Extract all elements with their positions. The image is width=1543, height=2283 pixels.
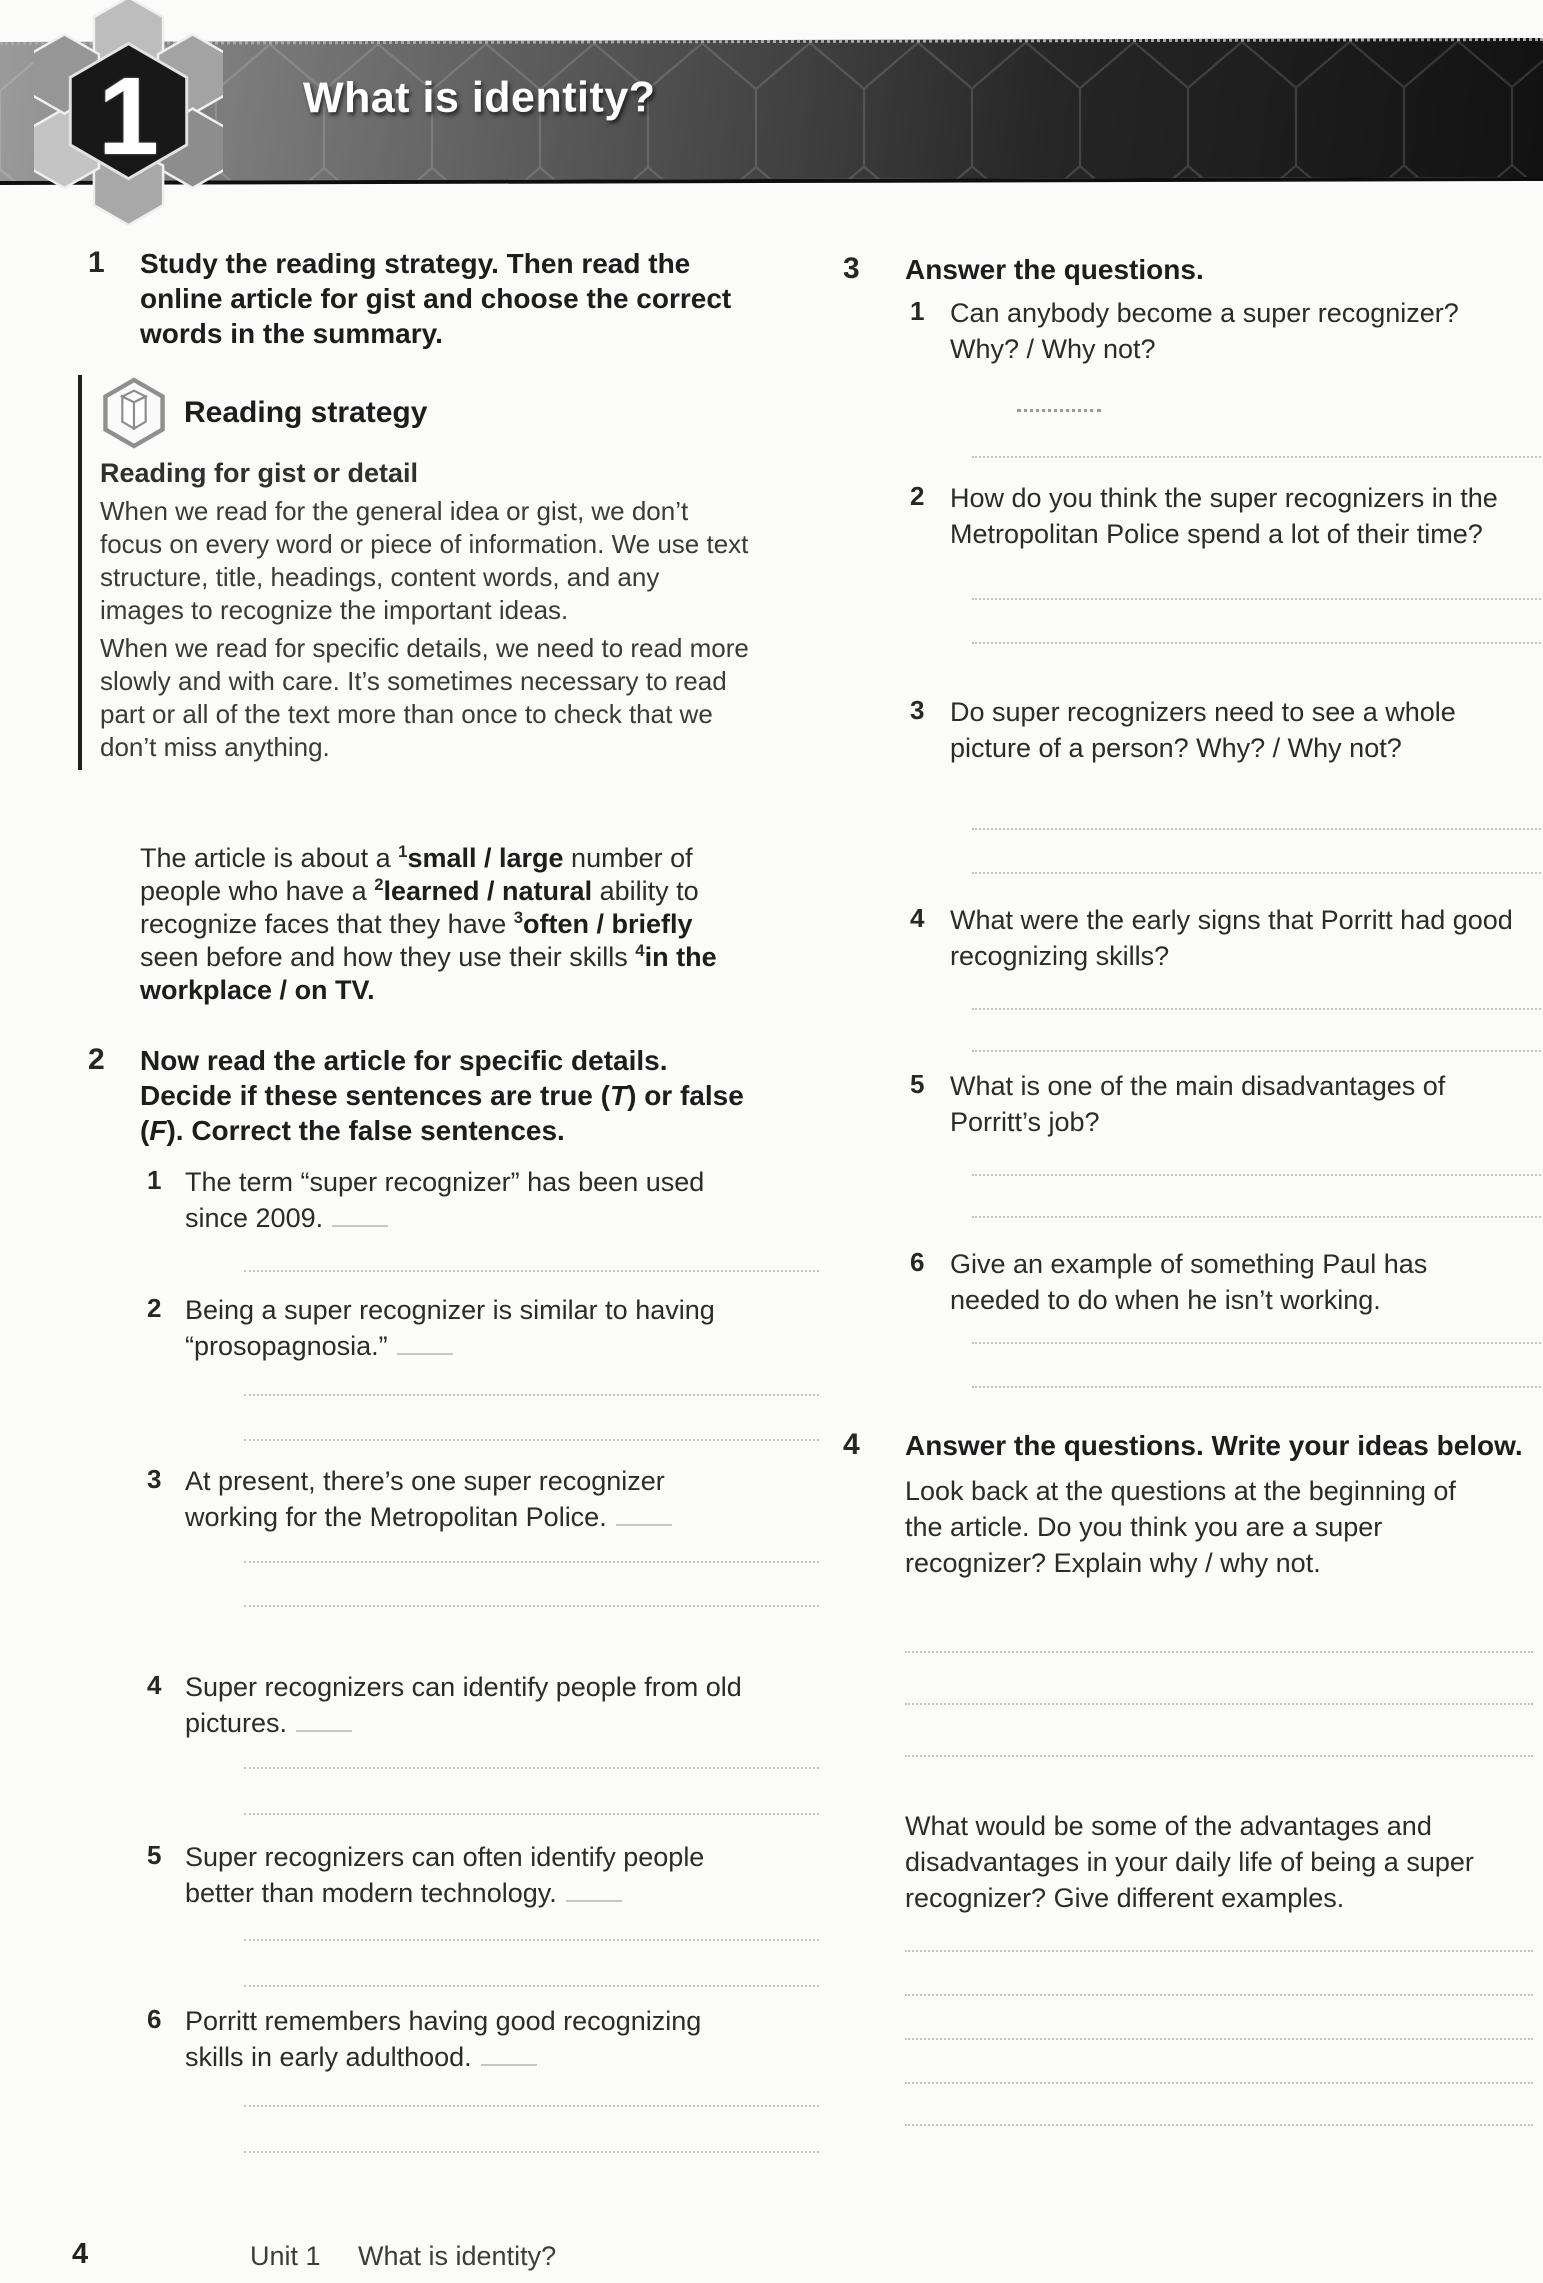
true-letter: T [609,1080,628,1111]
exercise-3-section [843,252,1543,287]
item-number: 2 [147,1293,162,1323]
item-number: 1 [147,1165,162,1195]
true-false-item [147,1164,760,1236]
unit-badge [34,0,223,226]
banner-hex-pattern [0,41,1543,181]
question-items [910,295,1543,1388]
exercise-instruction [140,1043,760,1148]
exercise-number: 3 [843,252,860,285]
answer-mark [1017,409,1101,412]
answer-line [244,1939,819,1941]
question-text: What is one of the main disadvantages of Porritt’s job? [950,1071,1446,1137]
summary-paragraph [140,842,725,1007]
item-sentence: The term “super recognizer” has been used since 2009. [185,1167,705,1233]
answer-line [244,1439,819,1441]
answer-line [244,1394,819,1396]
writing-prompt: What would be some of the advantages and disadvantages in your daily life of being a super recognizer? Give different examples. [905,1811,1474,1913]
true-false-item [147,2003,760,2075]
exercise-2-section [88,1043,760,1148]
page-title: What is identity? [303,73,656,123]
question-text: Give an example of something Paul has needed to do when he isn’t working. [950,1249,1428,1315]
item-sentence: Porritt remembers having good recognizing skills in early adulthood. [185,2006,702,2072]
answer-line [244,2151,819,2153]
item-text [185,1164,745,1236]
instruction-text: ) or false ( [140,1080,744,1146]
answer-line [905,1994,1533,1996]
item-text [185,1292,745,1364]
exercise-1-section [88,246,760,351]
instruction-text: Now read the article for specific details. Decide if these sentences are true ( [140,1045,668,1111]
answer-line [244,1985,819,1987]
summary-text: ability to recognize faces that they have [140,876,699,939]
reading-strategy-paragraph: When we read for specific details, we need to read more slowly and with care. It’s sometimes necessary to read part or all of the text more than once to check that we don’t miss anything. [100,633,749,762]
right-column [843,252,1543,2126]
question-item [910,1068,1543,1140]
item-text [185,1669,745,1741]
question-item [910,1246,1543,1318]
answer-line [972,1342,1543,1344]
question-number: 3 [910,695,925,725]
item-text [185,2003,745,2075]
answer-line [905,1950,1533,1952]
item-number: 6 [147,2004,162,2034]
answer-line [972,828,1543,830]
answer-line [244,1767,819,1769]
true-false-item [147,1669,760,1741]
question-number: 5 [910,1069,925,1099]
reading-strategy-icon [100,376,168,450]
instruction-text: ). Correct the false sentences. [166,1115,565,1146]
item-sentence: Super recognizers can often identify people better than modern technology. [185,1842,705,1908]
footer-unit-title: What is identity? [358,2241,557,2271]
unit-number: 1 [97,54,160,178]
true-false-item [147,1839,760,1911]
reading-strategy-title: Reading strategy [184,396,428,429]
tf-answer-blank [296,1724,352,1732]
summary-text: The article is about a [140,843,399,873]
choice-superscript: 1 [398,842,408,861]
answer-line [972,1008,1543,1010]
question-item [910,480,1543,552]
answer-line [972,1050,1543,1052]
answer-line [244,1605,819,1607]
exercise-4-section [843,1428,1543,1463]
answer-line [905,2082,1533,2084]
footer-unit-label: Unit 1 [250,2241,321,2271]
item-text [185,1839,745,1911]
item-text [185,1463,745,1535]
exercise-instruction: Study the reading strategy. Then read the online article for gist and choose the correct words in the summary. [140,248,732,349]
question-text: How do you think the super recognizers in the Metropolitan Police spend a lot of their time? [950,483,1498,549]
answer-line [905,2124,1533,2126]
answer-line [905,1703,1533,1705]
left-column [88,246,760,2153]
question-number: 4 [910,903,925,933]
answer-line [905,2038,1533,2040]
choice-words: learned / natural [383,876,593,906]
answer-line [905,1651,1533,1653]
true-false-items [147,1164,760,2153]
item-sentence: Being a super recognizer is similar to having “prosopagnosia.” [185,1295,715,1361]
choice-superscript: 3 [513,908,524,927]
tf-answer-blank [481,2058,537,2066]
false-letter: F [149,1115,167,1146]
summary-text: number of people who have a [140,843,693,906]
page-number: 4 [72,2238,89,2270]
reading-strategy-subtitle: Reading for gist or detail [100,458,419,488]
item-number: 3 [147,1464,162,1494]
unit-banner [0,38,1543,185]
choice-words: often / briefly [523,909,693,939]
exercise-number: 1 [88,246,105,279]
question-item [910,694,1543,766]
tf-answer-blank [616,1518,672,1526]
answer-line [244,1561,819,1563]
true-false-item [147,1292,760,1364]
tf-answer-blank [566,1894,622,1902]
item-sentence: At present, there’s one super recognizer working for the Metropolitan Police. [185,1466,665,1532]
answer-line [972,642,1543,644]
answer-line [972,1216,1543,1218]
true-false-item [147,1463,760,1535]
item-number: 5 [147,1840,162,1870]
choice-superscript: 2 [374,875,384,894]
writing-prompt: Look back at the questions at the beginning of the article. Do you think you are a super recognizer? Explain why / why not. [905,1476,1456,1578]
tf-answer-blank [397,1347,453,1355]
answer-line [905,1755,1533,1757]
answer-line [972,1174,1543,1176]
item-number: 4 [147,1670,162,1700]
answer-line [244,2105,819,2107]
answer-line [972,872,1543,874]
tf-answer-blank [332,1219,388,1227]
answer-line [972,598,1543,600]
choice-words: in the workplace / on TV. [140,942,717,1005]
item-sentence: Super recognizers can identify people from old pictures. [185,1672,742,1738]
choice-superscript: 4 [635,941,645,960]
reading-strategy-header [100,377,760,449]
question-number: 2 [910,481,925,511]
question-text: Can anybody become a super recognizer? Why? / Why not? [950,298,1459,364]
summary-text: seen before and how they use their skills [140,942,636,972]
reading-strategy-box [78,375,760,770]
question-item [910,295,1543,367]
question-text: Do super recognizers need to see a whole picture of a person? Why? / Why not? [950,697,1456,763]
answer-line [244,1813,819,1815]
answer-line [244,1270,819,1272]
question-item [910,902,1543,974]
reading-strategy-paragraph: When we read for the general idea or gist, we don’t focus on every word or piece of information. We use text structure, title, headings, content words, and any images to recognize the important ideas. [100,496,749,625]
exercise-number: 4 [843,1428,860,1461]
answer-line [972,456,1543,458]
exercise-number: 2 [88,1043,105,1076]
choice-words: small / large [407,843,564,873]
answer-line [972,1386,1543,1388]
question-number: 6 [910,1247,925,1277]
question-text: What were the early signs that Porritt had good recognizing skills? [950,905,1513,971]
exercise-instruction: Answer the questions. Write your ideas below. [905,1430,1523,1461]
exercise-instruction: Answer the questions. [905,254,1204,285]
question-number: 1 [910,296,925,326]
